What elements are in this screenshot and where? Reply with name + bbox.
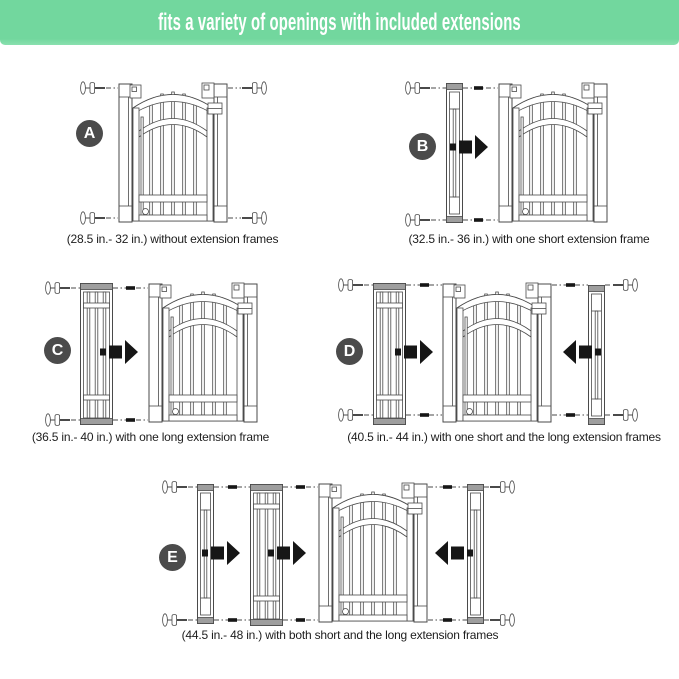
connector-tick: [474, 86, 483, 90]
mount-spindle-icon: [339, 409, 363, 421]
header-title: fits a variety of openings with included extensions: [158, 8, 521, 36]
diagram-a-illustration: [73, 66, 273, 228]
diagram-d-caption-text: (40.5 in.- 44 in.) with one short and the long extension frames: [347, 430, 661, 444]
mount-spindle-icon: [490, 614, 514, 626]
connector-tick: [126, 418, 135, 422]
diagram-e-caption: [166, 628, 514, 642]
connector-tick: [228, 618, 237, 622]
diagram-d-illustration: [331, 268, 666, 430]
diagram-e-illustration: [153, 460, 528, 638]
connector-tick: [296, 485, 305, 489]
diagram-a-caption-text: (28.5 in.- 32 in.) without extension frames: [66, 232, 279, 246]
mount-spindle-icon: [163, 481, 187, 493]
diagram-c-caption-text: (36.5 in.- 40 in.) with one long extension frame: [31, 430, 270, 444]
gate-drawing: [499, 83, 607, 222]
gate-drawing: [149, 283, 257, 422]
gate-drawing: [119, 83, 227, 222]
connector-tick: [566, 413, 575, 417]
connector-tick: [126, 286, 135, 290]
long-extension-drawing: [81, 284, 113, 425]
connector-tick: [474, 218, 483, 222]
diagram-a-caption: [40, 232, 305, 246]
mount-spindle-icon: [163, 614, 187, 626]
diagram-b-caption: [383, 232, 675, 246]
gate-drawing: [443, 283, 551, 422]
mount-spindle-icon: [242, 82, 266, 94]
diagram-d-badge: D: [336, 338, 363, 365]
mount-spindle-icon: [339, 279, 363, 291]
connector-tick: [228, 485, 237, 489]
mount-spindle-icon: [490, 481, 514, 493]
diagram-e-caption-text: (44.5 in.- 48 in.) with both short and the long extension frames: [181, 628, 499, 642]
gate-drawing: [319, 483, 427, 622]
mount-spindle-icon: [406, 82, 430, 94]
diagram-e-badge: E: [159, 544, 186, 571]
diagram-d-caption: [331, 430, 677, 444]
connector-tick: [443, 485, 452, 489]
connector-tick: [443, 618, 452, 622]
mount-spindle-icon: [46, 414, 70, 426]
mount-spindle-icon: [613, 279, 637, 291]
mount-spindle-icon: [81, 82, 105, 94]
mount-spindle-icon: [81, 212, 105, 224]
diagram-b-badge: B: [409, 133, 436, 160]
diagram-c-illustration: [38, 268, 268, 430]
mount-spindle-icon: [406, 214, 430, 226]
connector-tick: [296, 618, 305, 622]
connector-tick: [420, 413, 429, 417]
header-banner: [0, 0, 679, 45]
connector-tick: [420, 283, 429, 287]
connector-tick: [566, 283, 575, 287]
diagram-a-badge: A: [76, 120, 103, 147]
mount-spindle-icon: [613, 409, 637, 421]
diagram-c-badge: C: [44, 337, 71, 364]
diagram-b-caption-text: (32.5 in.- 36 in.) with one short extension frame: [408, 232, 650, 246]
diagram-c-caption: [13, 430, 288, 444]
mount-spindle-icon: [242, 212, 266, 224]
mount-spindle-icon: [46, 282, 70, 294]
